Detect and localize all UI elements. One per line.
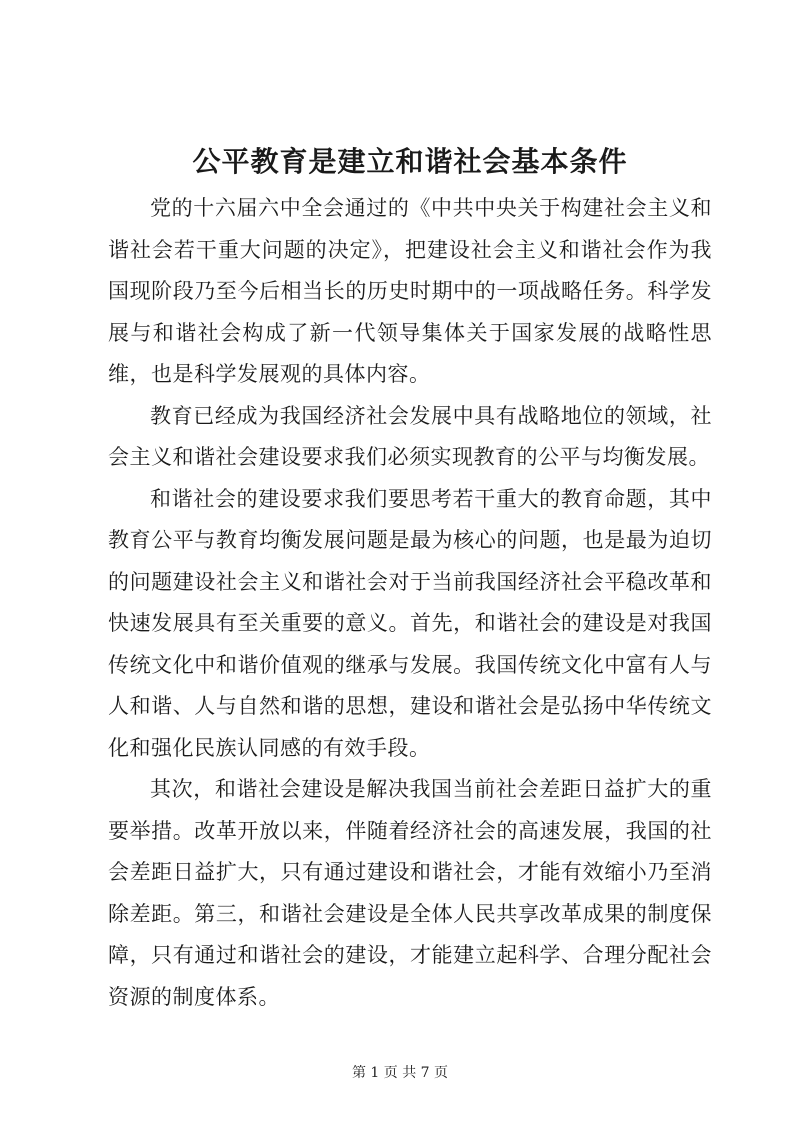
paragraph-4: 其次，和谐社会建设是解决我国当前社会差距日益扩大的重要举措。改革开放以来，伴随着经济社会的高速发展，我国的社会差距日益扩大，只有通过建设和谐社会，才能有效缩小乃至消除差距。第三，和谐社会建设是全体人民共享改革成果的制度保障，只有通过和谐社会的建设，才能建立起科学、合理分配社会资源的制度体系。 bbox=[108, 777, 712, 1009]
page-number-footer: 第 1 页 共 7 页 bbox=[351, 1065, 449, 1081]
paragraph-2: 教育已经成为我国经济社会发展中具有战略地位的领域，社会主义和谐社会建设要求我们必须实现教育的公平与均衡发展。 bbox=[108, 403, 712, 469]
document-body bbox=[108, 138, 712, 1018]
paragraph-1: 党的十六届六中全会通过的《中共中央关于构建社会主义和谐社会若干重大问题的决定》，把建设社会主义和谐社会作为我国现阶段乃至今后相当长的历史时期中的一项战略任务。科学发展与和谐社会构成了新一代领导集体关于国家发展的战略性思维，也是科学发展观的具体内容。 bbox=[108, 196, 712, 386]
document-title: 公平教育是建立和谐社会基本条件 bbox=[192, 145, 628, 178]
paragraph-3: 和谐社会的建设要求我们要思考若干重大的教育命题，其中教育公平与教育均衡发展问题是最为核心的问题，也是最为迫切的问题建设社会主义和谐社会对于当前我国经济社会平稳改革和快速发展具有至关重要的意义。首先，和谐社会的建设是对我国传统文化中和谐价值观的继承与发展。我国传统文化中富有人与人和谐、人与自然和谐的思想，建设和谐社会是弘扬中华传统文化和强化民族认同感的有效手段。 bbox=[108, 486, 712, 760]
